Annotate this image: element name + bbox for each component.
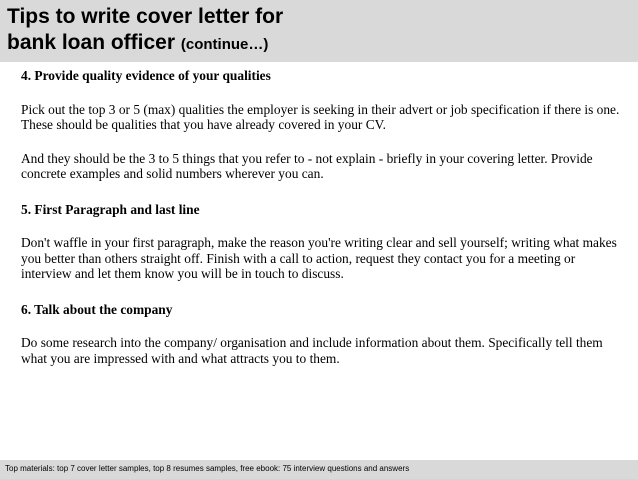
footer-bar	[0, 460, 638, 479]
section-heading-company: 6. Talk about the company	[21, 301, 173, 317]
section-heading-first-paragraph: 5. First Paragraph and last line	[21, 201, 200, 217]
paragraph-call-to-action: Don't waffle in your first paragraph, make the reason you're writing clear and sell yourself; writing what makes you better than others straight off. Finish with a call to action, request they contact you for a meeting or interview and let them know you will be in touch to discuss.	[21, 235, 617, 281]
page-title	[7, 4, 283, 58]
section-heading-quality-evidence: 4. Provide quality evidence of your qualities	[21, 68, 271, 83]
paragraph-company-research: Do some research into the company/ organisation and include information about them. Specifically tell them what you are impressed with and what attracts you to them.	[21, 335, 603, 366]
title-bar	[0, 0, 638, 62]
paragraph-concrete-examples: And they should be the 3 to 5 things that you refer to - not explain - briefly in your covering letter. Provide concrete examples and solid numbers wherever you can.	[21, 150, 593, 181]
slide-content	[21, 68, 621, 366]
title-line-1: Tips to write cover letter for	[7, 5, 284, 28]
title-suffix: (continue…)	[180, 36, 269, 53]
footer-links-text: Top materials: top 7 cover letter samples, top 8 resumes samples, free ebook: 75 interview questions and answers	[5, 464, 410, 473]
title-line-2: bank loan officer	[7, 31, 176, 54]
paragraph-top-qualities: Pick out the top 3 or 5 (max) qualities the employer is seeking in their advert or job specification if there is one. These should be qualities that you have already covered in your CV.	[21, 101, 620, 132]
